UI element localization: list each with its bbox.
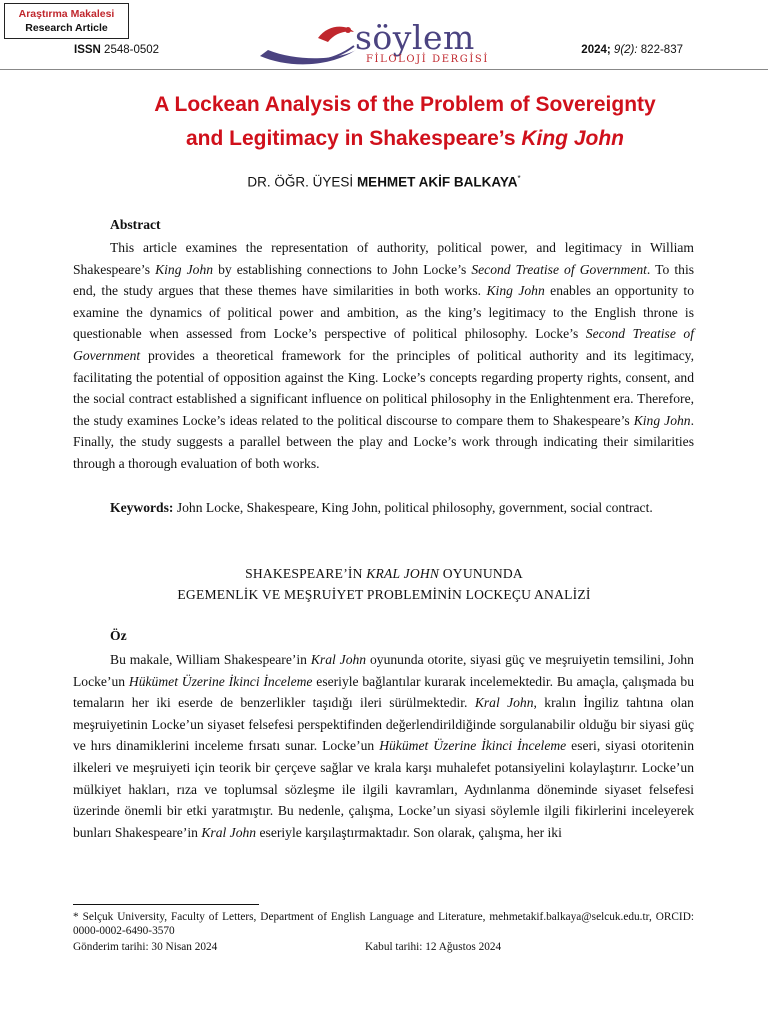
keywords-list: John Locke, Shakespeare, King John, political philosophy, government, social contract.: [173, 500, 653, 515]
journal-subtitle: FİLOLOJİ DERGİSİ: [366, 54, 489, 65]
submission-dates: [73, 940, 694, 954]
issn-value: 2548-0502: [104, 44, 160, 56]
author-line: [0, 174, 768, 190]
article-type-badge: [4, 3, 129, 39]
issn: [74, 44, 159, 56]
footnote-divider: [73, 904, 259, 905]
turkish-title-line-2: EGEMENLİK VE MEŞRUİYET PROBLEMİNİN LOCKEÇU ANALİZİ: [177, 587, 591, 602]
title-line-2: and Legitimacy in Shakespeare’s King John: [185, 127, 625, 150]
volume-info: [581, 44, 683, 56]
article-type-en: Research Article: [25, 22, 108, 34]
author-title: DR. ÖĞR. ÜYESİ: [247, 174, 357, 190]
page-range: 822-837: [640, 44, 683, 56]
year: 2024;: [581, 44, 611, 56]
turkish-title-line-1: SHAKESPEARE’İN KRAL JOHN OYUNUNDA: [245, 566, 523, 581]
turkish-title: [0, 563, 768, 605]
article-title: [100, 88, 710, 156]
abstract-body: This article examines the representation of authority, political power, and legitimacy in William Shakespeare’s King John by establishing connections to John Locke’s Second Treatise of Government. To this end, the study argues that these themes have similarities in both works. King John enables an opportunity to examine the dynamics of political power and ambition, as the king’s legitimacy to the English throne is questionable when assessed from Locke’s perspective of political philosophy. Locke’s Second Treatise of Government provides a theoretical framework for the principles of political authority and its legitimacy, facilitating the potential of opposition against the King. Locke’s concepts regarding property rights, consent, and the social contract established a significant influence on political philosophy in the Enlightenment era. Therefore, the study examines Locke’s ideas related to the political discourse to compare them to Shakespeare’s King John. Finally, the study suggests a parallel between the play and Locke’s work through indicating their similarities through a thorough evaluation of both works.: [73, 240, 695, 471]
accepted-date: Kabul tarihi: 12 Ağustos 2024: [365, 941, 502, 953]
title-line-1: A Lockean Analysis of the Problem of Sovereignty: [154, 93, 656, 116]
issn-label: ISSN: [74, 44, 101, 56]
author-footnote-mark: *: [517, 174, 521, 183]
journal-name: söylem: [355, 18, 475, 57]
submitted-date: Gönderim tarihi: 30 Nisan 2024: [73, 941, 218, 953]
volume-issue: 9(2):: [613, 44, 638, 56]
oz-heading: Öz: [110, 628, 127, 643]
keywords: [73, 497, 694, 519]
header-divider: [0, 69, 768, 70]
article-type-tr: Araştırma Makalesi: [18, 8, 115, 20]
keywords-label: Keywords:: [110, 500, 174, 515]
abstract-heading: Abstract: [110, 217, 161, 232]
author-footnote: * Selçuk University, Faculty of Letters, Department of English Language and Literature, mehmetakif.balkaya@selcuk.edu.tr, ORCID: 0000-0002-6490-3570: [73, 911, 694, 937]
author-name: MEHMET AKİF BALKAYA: [356, 174, 518, 190]
oz-body: Bu makale, William Shakespeare’in Kral John oyununda otorite, siyasi güç ve meşruiyetin temsilini, John Locke’un Hükümet Üzerine İkinci İnceleme eseriyle bağlantılar kurarak incelemektedir. Bu amaçla, çalışmada bu temaların her iki eserde de benzerlikler taşıdığı ileri sürülmektedir. Kral John, kralın İngiliz tahtına olan meşruiyetinin Locke’un siyaset felsefesi perspektifinden değerlendirildiğinde sorgulanabilir olduğu bir siyasi güç ve hırs dinamiklerini inceleme fırsatı sunar. Locke’un Hükümet Üzerine İkinci İnceleme eseri, siyasi otoritenin ilkeleri ve meşruiyeti için teorik bir çerçeve sağlar ve krala karşı muhalefet potansiyelini kolaylaştırır. Locke’un mülkiyet hakları, rıza ve toplumsal sözleşme ile ilgili kavramları, Aydınlanma döneminde siyaset felsefesi üzerinde önemli bir etki yaratmıştır. Bu nedenle, çalışma, Locke’un siyasi söylemle ilgili fikirlerini inceleyerek bunları Shakespeare’in Kral John eseriyle karşılaştırmaktadır. Son olarak, çalışma, her iki: [73, 652, 694, 840]
